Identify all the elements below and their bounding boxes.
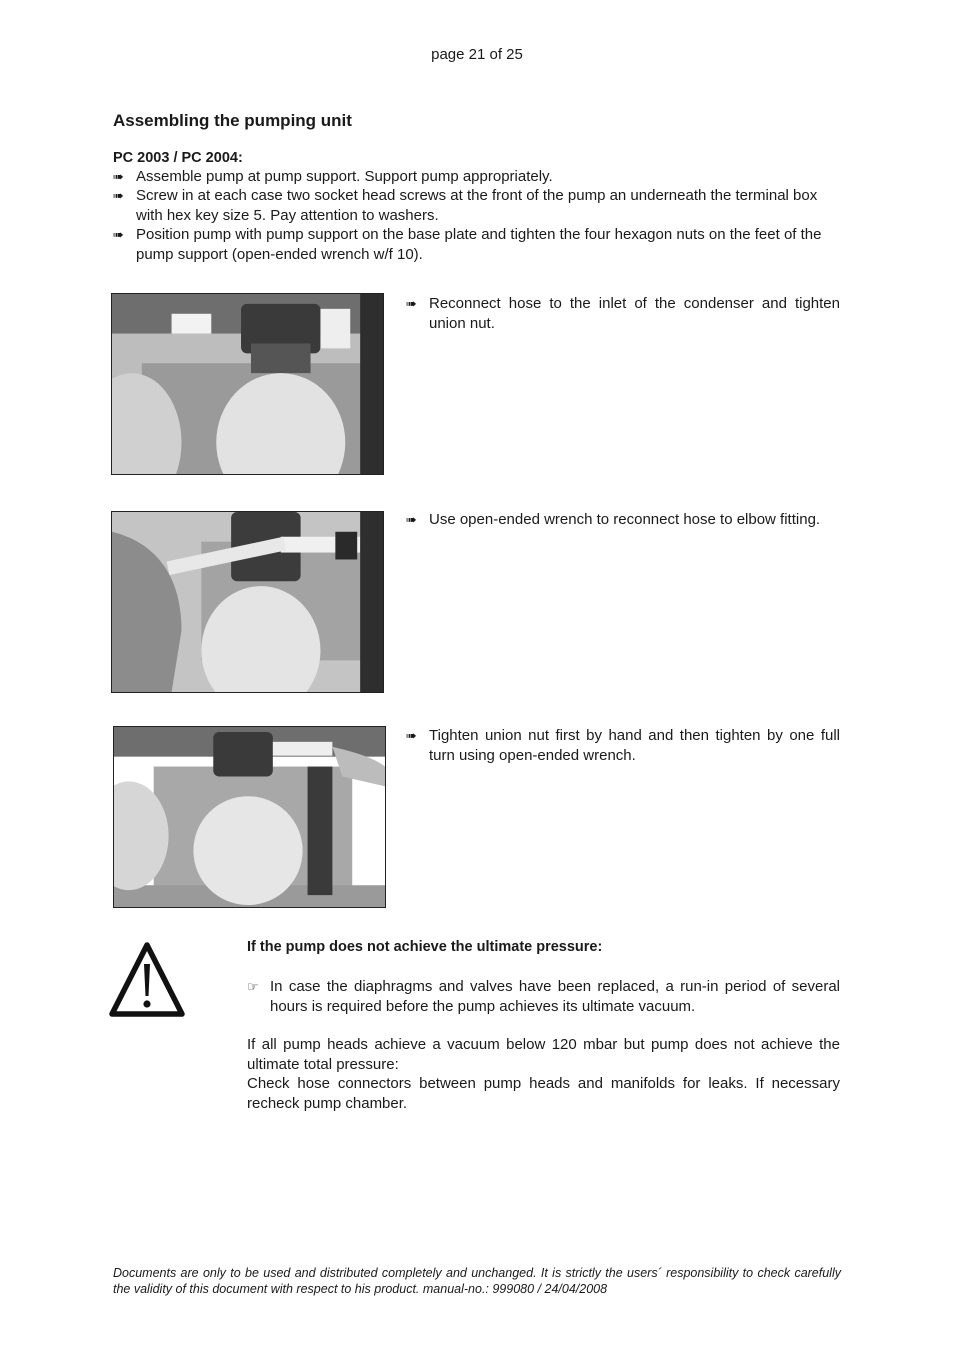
arrow-right-icon: ➠ (113, 188, 124, 203)
photo-step-text: Tighten union nut first by hand and then tighten by one full turn using open-ended wrench. (429, 727, 840, 764)
photo-step-text: Use open-ended wrench to reconnect hose to elbow fitting. (429, 511, 821, 528)
warning-note-text: In case the diaphragms and valves have been replaced, a run-in period of several hours is required before the pump achieves its ultimate vacuum. (270, 978, 840, 1015)
model-heading: PC 2003 / PC 2004: (113, 150, 243, 166)
arrow-right-icon: ➠ (406, 728, 417, 743)
photo-step-text: Reconnect hose to the inlet of the condenser and tighten union nut. (429, 295, 840, 332)
photo-union-nut (113, 726, 386, 908)
warning-triangle-icon (108, 940, 186, 1020)
photo-condenser-inlet (111, 293, 384, 475)
arrow-right-icon: ➠ (406, 296, 417, 311)
warning-heading: If the pump does not achieve the ultimate pressure: (247, 939, 603, 955)
warning-paragraph: Check hose connectors between pump heads and manifolds for leaks. If necessary recheck pump chamber. (247, 1075, 840, 1112)
section-title: Assembling the pumping unit (113, 111, 352, 130)
step-text: Assemble pump at pump support. Support pump appropriately. (136, 168, 553, 185)
arrow-right-icon: ➠ (113, 169, 124, 184)
arrow-right-icon: ➠ (113, 227, 124, 242)
arrow-right-icon: ➠ (406, 512, 417, 527)
step-text: Screw in at each case two socket head screws at the front of the pump an underneath the terminal box with hex key size 5. Pay attention to washers. (136, 187, 818, 224)
photo-elbow-fitting (111, 511, 384, 693)
page-number: page 21 of 25 (431, 46, 523, 63)
warning-paragraph: If all pump heads achieve a vacuum below 120 mbar but pump does not achieve the ultimate total pressure: (247, 1036, 840, 1073)
footer-disclaimer: Documents are only to be used and distributed completely and unchanged. It is strictly the users´ responsibility to check carefully the validity of this document with respect to his product. manual-no.: 999080 / 24/04/2008 (113, 1266, 841, 1296)
pointing-hand-icon: ☞ (247, 979, 259, 994)
step-text: Position pump with pump support on the base plate and tighten the four hexagon nuts on the feet of the pump support (open-ended wrench w/f 10). (136, 226, 822, 263)
